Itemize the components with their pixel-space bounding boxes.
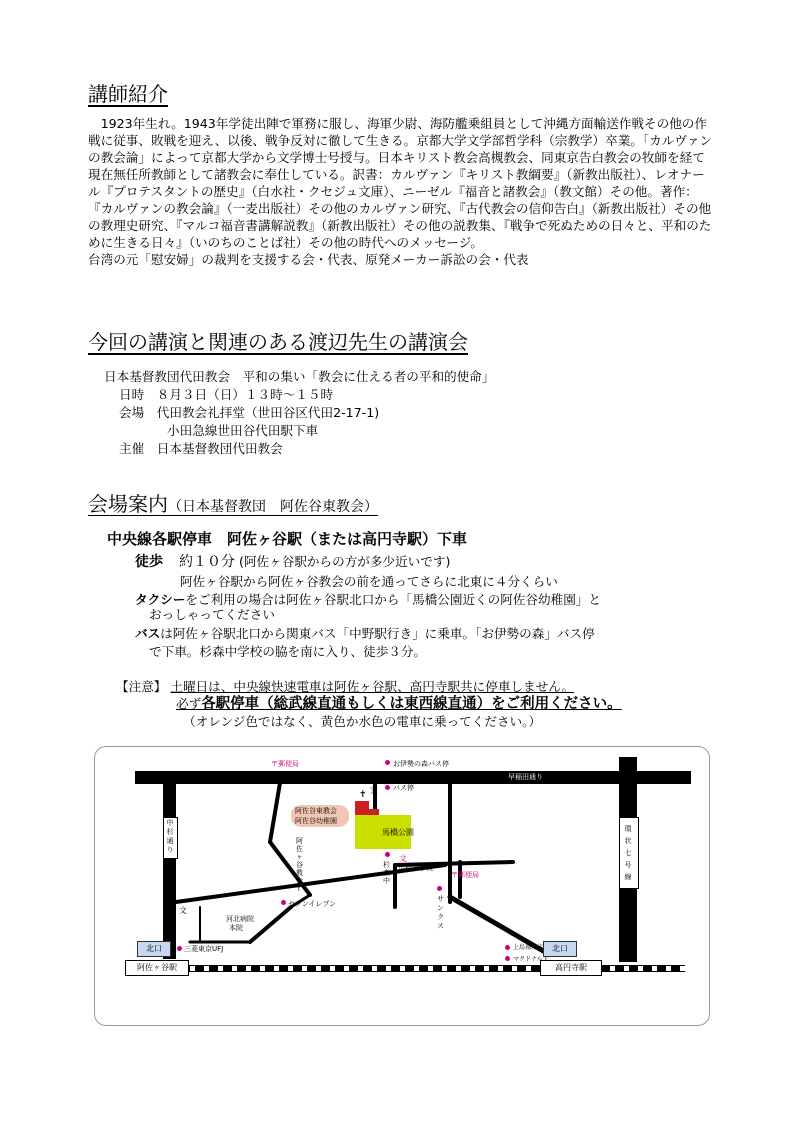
walk-row: [135, 551, 450, 571]
seven-eleven: セブンイレブン: [288, 900, 337, 908]
map-frame: [94, 746, 710, 1026]
north-exit-koenji: 北口: [543, 941, 577, 957]
school-mark-2: 文: [399, 854, 407, 863]
seven-marker: [281, 900, 286, 905]
caution-line1: 土曜日は、中央線快速電車は阿佐ヶ谷駅、高円寺駅共に停車しません。: [170, 679, 575, 694]
caution-row2: [176, 692, 622, 713]
taxi-text: をご利用の場合は阿佐ヶ谷駅北口から「馬橋公園近くの阿佐谷幼稚園」と: [185, 592, 601, 607]
kindergarten-name: 阿佐谷幼稚園: [295, 817, 337, 825]
bank-label: 三菱東京UFJ: [184, 945, 224, 953]
profile-paragraph: 1923年生れ。1943年学徒出陣で軍務に服し、海軍少尉、海防艦乗組員として沖縄方面輸送作戦その他の作戦に従事、敗戦を迎え、以後、戦争反対に徹して生きる。京都大学文学部哲学科（宗教学）卒業。「カルヴァンの教会論」によって京都大学から文学博士号授与。日本キリスト教会高槻教会、同東京告白教会の牧師を経て現在無任所教師として諸教会に奉仕している。訳書：カルヴァン『キリスト教綱要』（新教出版社）、レオナール『プロテスタントの歴史』（白水社・クセジュ文庫）、ニーゼル『福音と諸教会』（教文館）その他。著作：『カルヴァンの教会論』（一麦出版社）その他のカルヴァン研究、『古代教会の信仰告白』（新教出版社）その他の教理史研究、『マルコ福音書講解説教』（新教出版社）その他の説教集、『戦争で死ぬための日々と、平和のために生きる日々』（いのちのことば社）その他の時代へのメッセージ。: [88, 116, 713, 250]
mcd-marker: [505, 956, 510, 961]
profile-heading: 講師紹介: [88, 82, 168, 106]
nakasugi-label: 中杉通り: [166, 819, 174, 854]
road-church-north: [270, 777, 281, 842]
related-date: 日時 ８月３日（日）１３時～１５時: [119, 387, 334, 402]
north-exit-asagaya: 北口: [137, 941, 171, 957]
post-office-top: 〒郵便局: [271, 760, 299, 768]
related-access: 小田急線世田谷代田駅下車: [167, 423, 319, 438]
road-sw: [250, 907, 291, 942]
kawakita-label: 河北病院: [226, 915, 254, 923]
sugimori-marker: [385, 852, 390, 857]
venue-heading-row: [88, 488, 378, 517]
walk-time: 約１０分: [179, 554, 236, 570]
profile-text: [88, 115, 714, 268]
profile-activities: 台湾の元「慰安婦」の裁判を支援する会・代表、原発メーカー訴訟の会・代表: [88, 252, 529, 267]
joshima-marker: [505, 945, 510, 950]
mabashi-school: 馬橋小学校: [398, 864, 433, 872]
caution-prefix: 必ず: [176, 696, 202, 711]
sugimori-label: 杉森中: [383, 861, 390, 885]
related-host: 主催 日本基督教団代田教会: [119, 441, 283, 456]
street-label: 阿佐ヶ谷教会↑: [296, 837, 303, 893]
taxi-label: タクシー: [135, 592, 186, 607]
kanjo-label: 環状七号線: [624, 825, 632, 881]
walk-route: 阿佐ヶ谷駅から阿佐ヶ谷教会の前を通ってさらに北東に４分くらい: [180, 574, 558, 589]
bus-text: は阿佐ヶ谷駅北口から関東バス「中野駅行き」に乗車。「お伊勢の森」バス停: [160, 626, 595, 641]
walk-note: (阿佐ヶ谷駅からの方が多少近いです): [239, 554, 451, 569]
caution-bold: 各駅停車（総武線直通もしくは東西線直通）をご利用ください。: [201, 696, 622, 712]
bus-stop-oise: お伊勢の森バス停: [393, 760, 449, 768]
church-name: 阿佐谷東教会: [295, 807, 337, 815]
bank-marker: [177, 946, 182, 951]
caution-label: 【注意】: [116, 679, 167, 694]
venue-heading-sub: （日本基督教団 阿佐谷東教会）: [168, 499, 378, 515]
venue-heading: 会場案内: [88, 492, 168, 516]
caution-line3: （オレンジ色ではなく、黄色か水色の電車に乗ってください。）: [183, 714, 542, 729]
koenji-station: 高円寺駅: [540, 960, 602, 976]
sunkus-marker: [437, 886, 442, 891]
bus-label: バス: [135, 626, 161, 641]
related-event: 日本基督教団代田教会 平和の集い「教会に仕える者の平和的使命」: [104, 369, 495, 384]
park-label: 馬橋公園: [382, 828, 414, 837]
bus-stop-2-marker: [385, 785, 390, 790]
kawakita-label-2: 本院: [229, 924, 243, 932]
mcd-label: マクドナルド: [513, 956, 549, 963]
bus-stop-marker: [385, 760, 390, 765]
school-mark-3: 文: [179, 906, 187, 915]
school-mark-1: 文: [369, 786, 379, 796]
bus-text2: で下車。杉森中学校の脇を南に入り、徒歩３分。: [149, 644, 427, 659]
walk-label: 徒歩: [135, 554, 163, 570]
asagaya-station: 阿佐ヶ谷駅: [125, 960, 189, 976]
joshima-label: 上島珈琲店: [513, 944, 544, 951]
post-office-right: 〒郵便局: [451, 871, 479, 879]
bus-row: [135, 623, 595, 642]
cross-icon: ✝: [359, 790, 367, 800]
train-info: 中央線各駅停車 阿佐ヶ谷駅（または高円寺駅）下車: [107, 530, 468, 548]
related-venue: 会場 代田教会礼拝堂（世田谷区代田2-17-1): [119, 405, 380, 420]
sunkus-label: サンクス: [437, 895, 444, 930]
taxi-text2: おっしゃってください: [149, 607, 275, 622]
waseda-label: 早稲田通り: [508, 773, 543, 781]
related-heading: 今回の講演と関連のある渡辺先生の講演会: [88, 330, 468, 354]
bus-stop-2: バス停: [393, 784, 414, 792]
